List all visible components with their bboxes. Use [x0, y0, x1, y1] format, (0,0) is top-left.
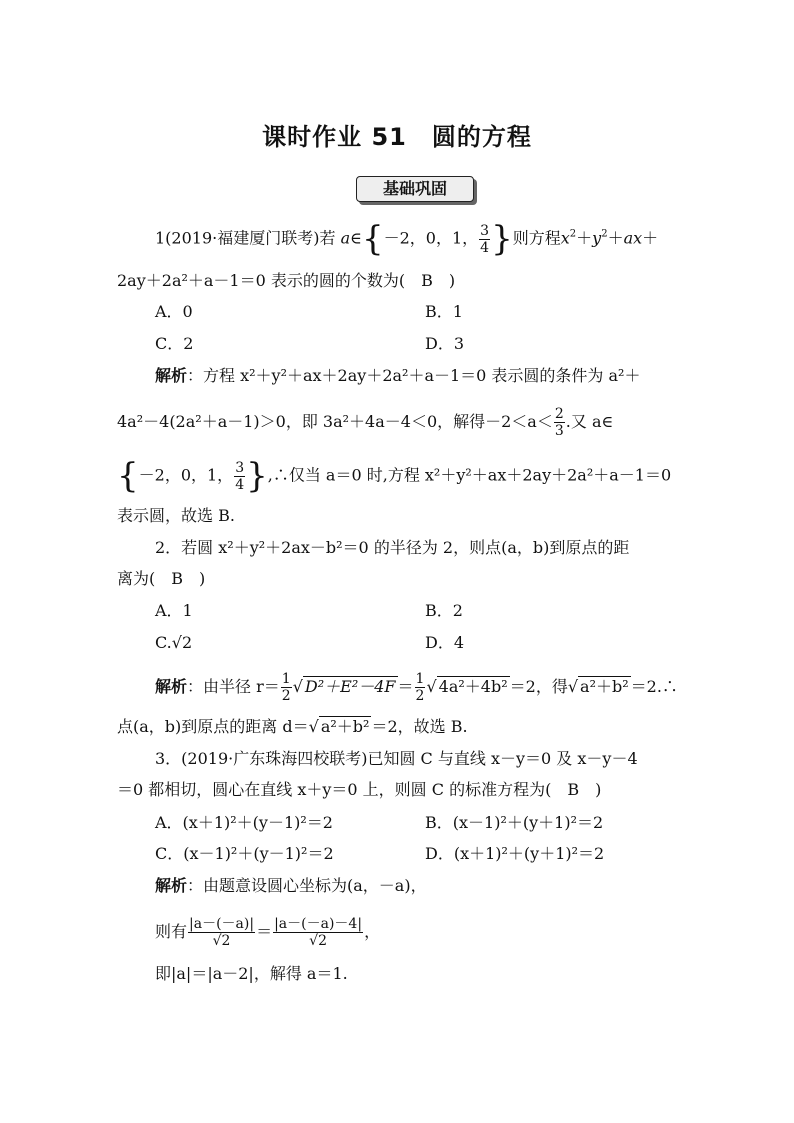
sqrt: √ D²＋E²－4F: [292, 677, 396, 696]
sqrt: √ 4a²＋4b²: [426, 677, 508, 696]
q2-stem-line2: 离为( B ): [117, 569, 206, 588]
fraction: $\frac{|a-(-a)-4|}{√2}$: [274, 916, 363, 949]
q3-option-c: C．(x－1)²＋(y－1)²＝2: [155, 844, 334, 863]
q3-stem-line2: ＝0 都相切，圆心在直线 x＋y＝0 上，则圆 C 的标准方程为( B ): [117, 780, 602, 799]
q3-option-b: B．(x－1)²＋(y＋1)²＝2: [425, 813, 604, 832]
fraction: $\frac{3}{4}$: [235, 459, 245, 493]
left-brace: {: [117, 456, 139, 496]
q2-solution-line2: 点(a，b)到原点的距离 d＝√ a²＋b² ＝2，故选 B.: [117, 717, 468, 736]
q3-solution-line2: 则有 $\frac{|a-(-a)|}{√2}$ ＝ $\frac{|a-(-a)-4|}{√2}$ ，: [155, 916, 381, 949]
q3-solution-line1: 解析：由题意设圆心坐标为(a，－a)，: [155, 876, 427, 895]
q2-option-d: D．4: [425, 633, 465, 652]
fraction: $\frac{|a-(-a)|}{√2}$: [189, 916, 255, 949]
fraction: $\frac{3}{4}$: [480, 222, 490, 256]
q1-stem-line1: 1(2019·福建厦门联考)若 a∈{－2，0，1， $\frac{3}{4}$ }则方程$x^2+y^2+ax+$: [155, 219, 659, 259]
q1-solution-line1: 解析：方程 x²＋y²＋ax＋2ay＋2a²＋a－1＝0 表示圆的条件为 a²＋: [155, 366, 641, 385]
q1-option-c: C．2: [155, 334, 194, 353]
solution-label: 解析: [155, 876, 188, 895]
sqrt: √ a²＋b²: [567, 677, 629, 696]
q1-option-a: A．0: [155, 302, 193, 321]
right-brace: }: [246, 456, 268, 496]
q3-solution-line3: 即|a|＝|a－2|，解得 a＝1.: [155, 964, 348, 983]
fraction: $\frac{2}{3}$: [554, 406, 564, 439]
page-title: 课时作业 51 圆的方程: [262, 123, 532, 151]
solution-label: 解析: [155, 366, 188, 385]
q2-option-b: B．2: [425, 601, 463, 620]
q1-stem-line2: 2ay＋2a²＋a－1＝0 表示的圆的个数为( B ): [117, 271, 456, 290]
q1-solution-line4: 表示圆，故选 B.: [117, 506, 235, 525]
q2-stem-line1: 2．若圆 x²＋y²＋2ax－b²＝0 的半径为 2，则点(a，b)到原点的距: [155, 538, 630, 557]
left-brace: {: [361, 219, 384, 259]
q3-stem-line1: 3．(2019·广东珠海四校联考)已知圆 C 与直线 x－y＝0 及 x－y－4: [155, 749, 638, 768]
q3-option-a: A．(x＋1)²＋(y－1)²＝2: [155, 813, 333, 832]
fraction: $\frac{1}{2}$: [281, 671, 291, 704]
q3-option-d: D．(x＋1)²＋(y＋1)²＝2: [425, 844, 605, 863]
q1-option-d: D．3: [425, 334, 465, 353]
q2-option-c: C.√2: [155, 633, 193, 652]
fraction: $\frac{1}{2}$: [415, 671, 425, 704]
q1-option-b: B．1: [425, 302, 463, 321]
right-brace: }: [491, 219, 513, 259]
q1-solution-line2: 4a²－4(2a²＋a－1)＞0，即 3a²＋4a－4＜0，解得－2＜a＜ $\frac{2}{3}$ .又 a∈: [117, 406, 614, 439]
sqrt: √ a²＋b²: [308, 717, 370, 736]
section-badge: 基础巩固: [356, 176, 474, 202]
q2-solution-line1: 解析：由半径 r＝ $\frac{1}{2}$ √ D²＋E²－4F ＝ $\frac{1}{2}$ √ 4a²＋4b² ＝2，得√ a²＋b² ＝2.∴: [155, 671, 678, 704]
q2-option-a: A．1: [155, 601, 193, 620]
solution-label: 解析: [155, 677, 188, 696]
q1-solution-line3: {－2，0，1， $\frac{3}{4}$ },∴仅当 a＝0 时,方程 x²＋y²＋ax＋2ay＋2a²＋a－1＝0: [117, 456, 672, 496]
